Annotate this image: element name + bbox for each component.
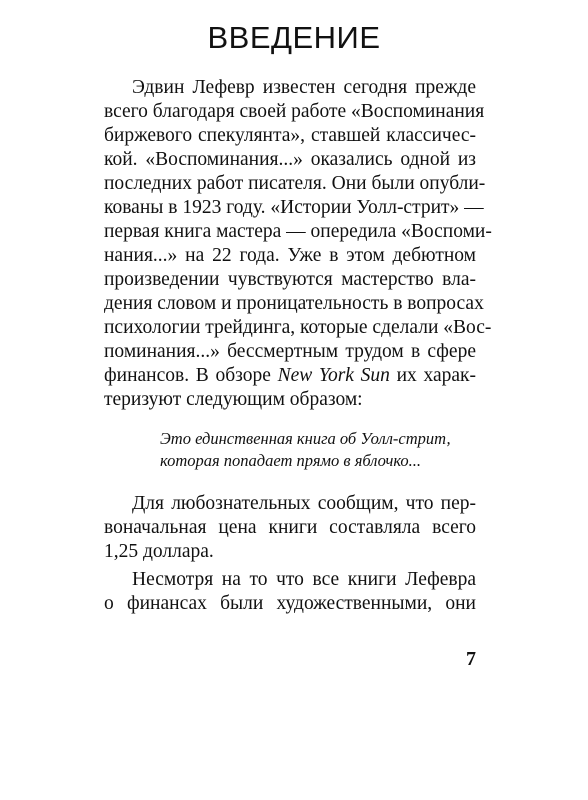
paragraph-3-line: Несмотря на то что все книги Лефевра (132, 569, 476, 590)
quote-line: Это единственная книга об Уолл-стрит, (160, 429, 451, 448)
paragraph-2-line: воначальная цена книги составляла всего (104, 517, 476, 538)
publication-name: New York Sun (277, 365, 390, 386)
paragraph-3-line: о финансах были художественными, они (104, 593, 476, 614)
quote-line: которая попадает прямо в яблочко... (160, 451, 422, 470)
paragraph-1-line: поминания...» бессмертным трудом в сфере (104, 341, 476, 362)
paragraph-1-line: дения словом и проницательность в вопросах (104, 293, 484, 314)
paragraph-1-line: психологии трейдинга, которые сделали «Вос- (104, 317, 492, 338)
paragraph-1-line: последних работ писателя. Они были опубли- (104, 173, 486, 194)
paragraph-1-line: всего благодаря своей работе «Воспоминания (104, 101, 485, 122)
chapter-title: ВВЕДЕНИЕ (207, 20, 381, 55)
paragraph-1-line: Эдвин Лефевр известен сегодня прежде (132, 77, 476, 98)
paragraph-1-line: кованы в 1923 году. «Истории Уолл-стрит» — (104, 197, 484, 218)
paragraph-1-line: теризуют следующим образом: (104, 389, 363, 410)
paragraph-1-line: первая книга мастера — опередила «Воспоми- (104, 221, 492, 242)
paragraph-1-line: произведении чувствуются мастерство вла- (104, 269, 476, 290)
paragraph-1-line: финансов. В обзоре New York Sun их харак- (104, 365, 476, 386)
page-number: 7 (466, 648, 476, 670)
paragraph-1-line: кой. «Воспоминания...» оказались одной из (104, 149, 476, 170)
paragraph-2-line: 1,25 доллара. (104, 541, 214, 562)
paragraph-2-line: Для любознательных сообщим, что пер- (132, 493, 476, 514)
paragraph-1-line: нания...» на 22 года. Уже в этом дебютном (104, 245, 476, 266)
paragraph-1-line: биржевого спекулянта», ставшей классичес- (104, 125, 476, 146)
